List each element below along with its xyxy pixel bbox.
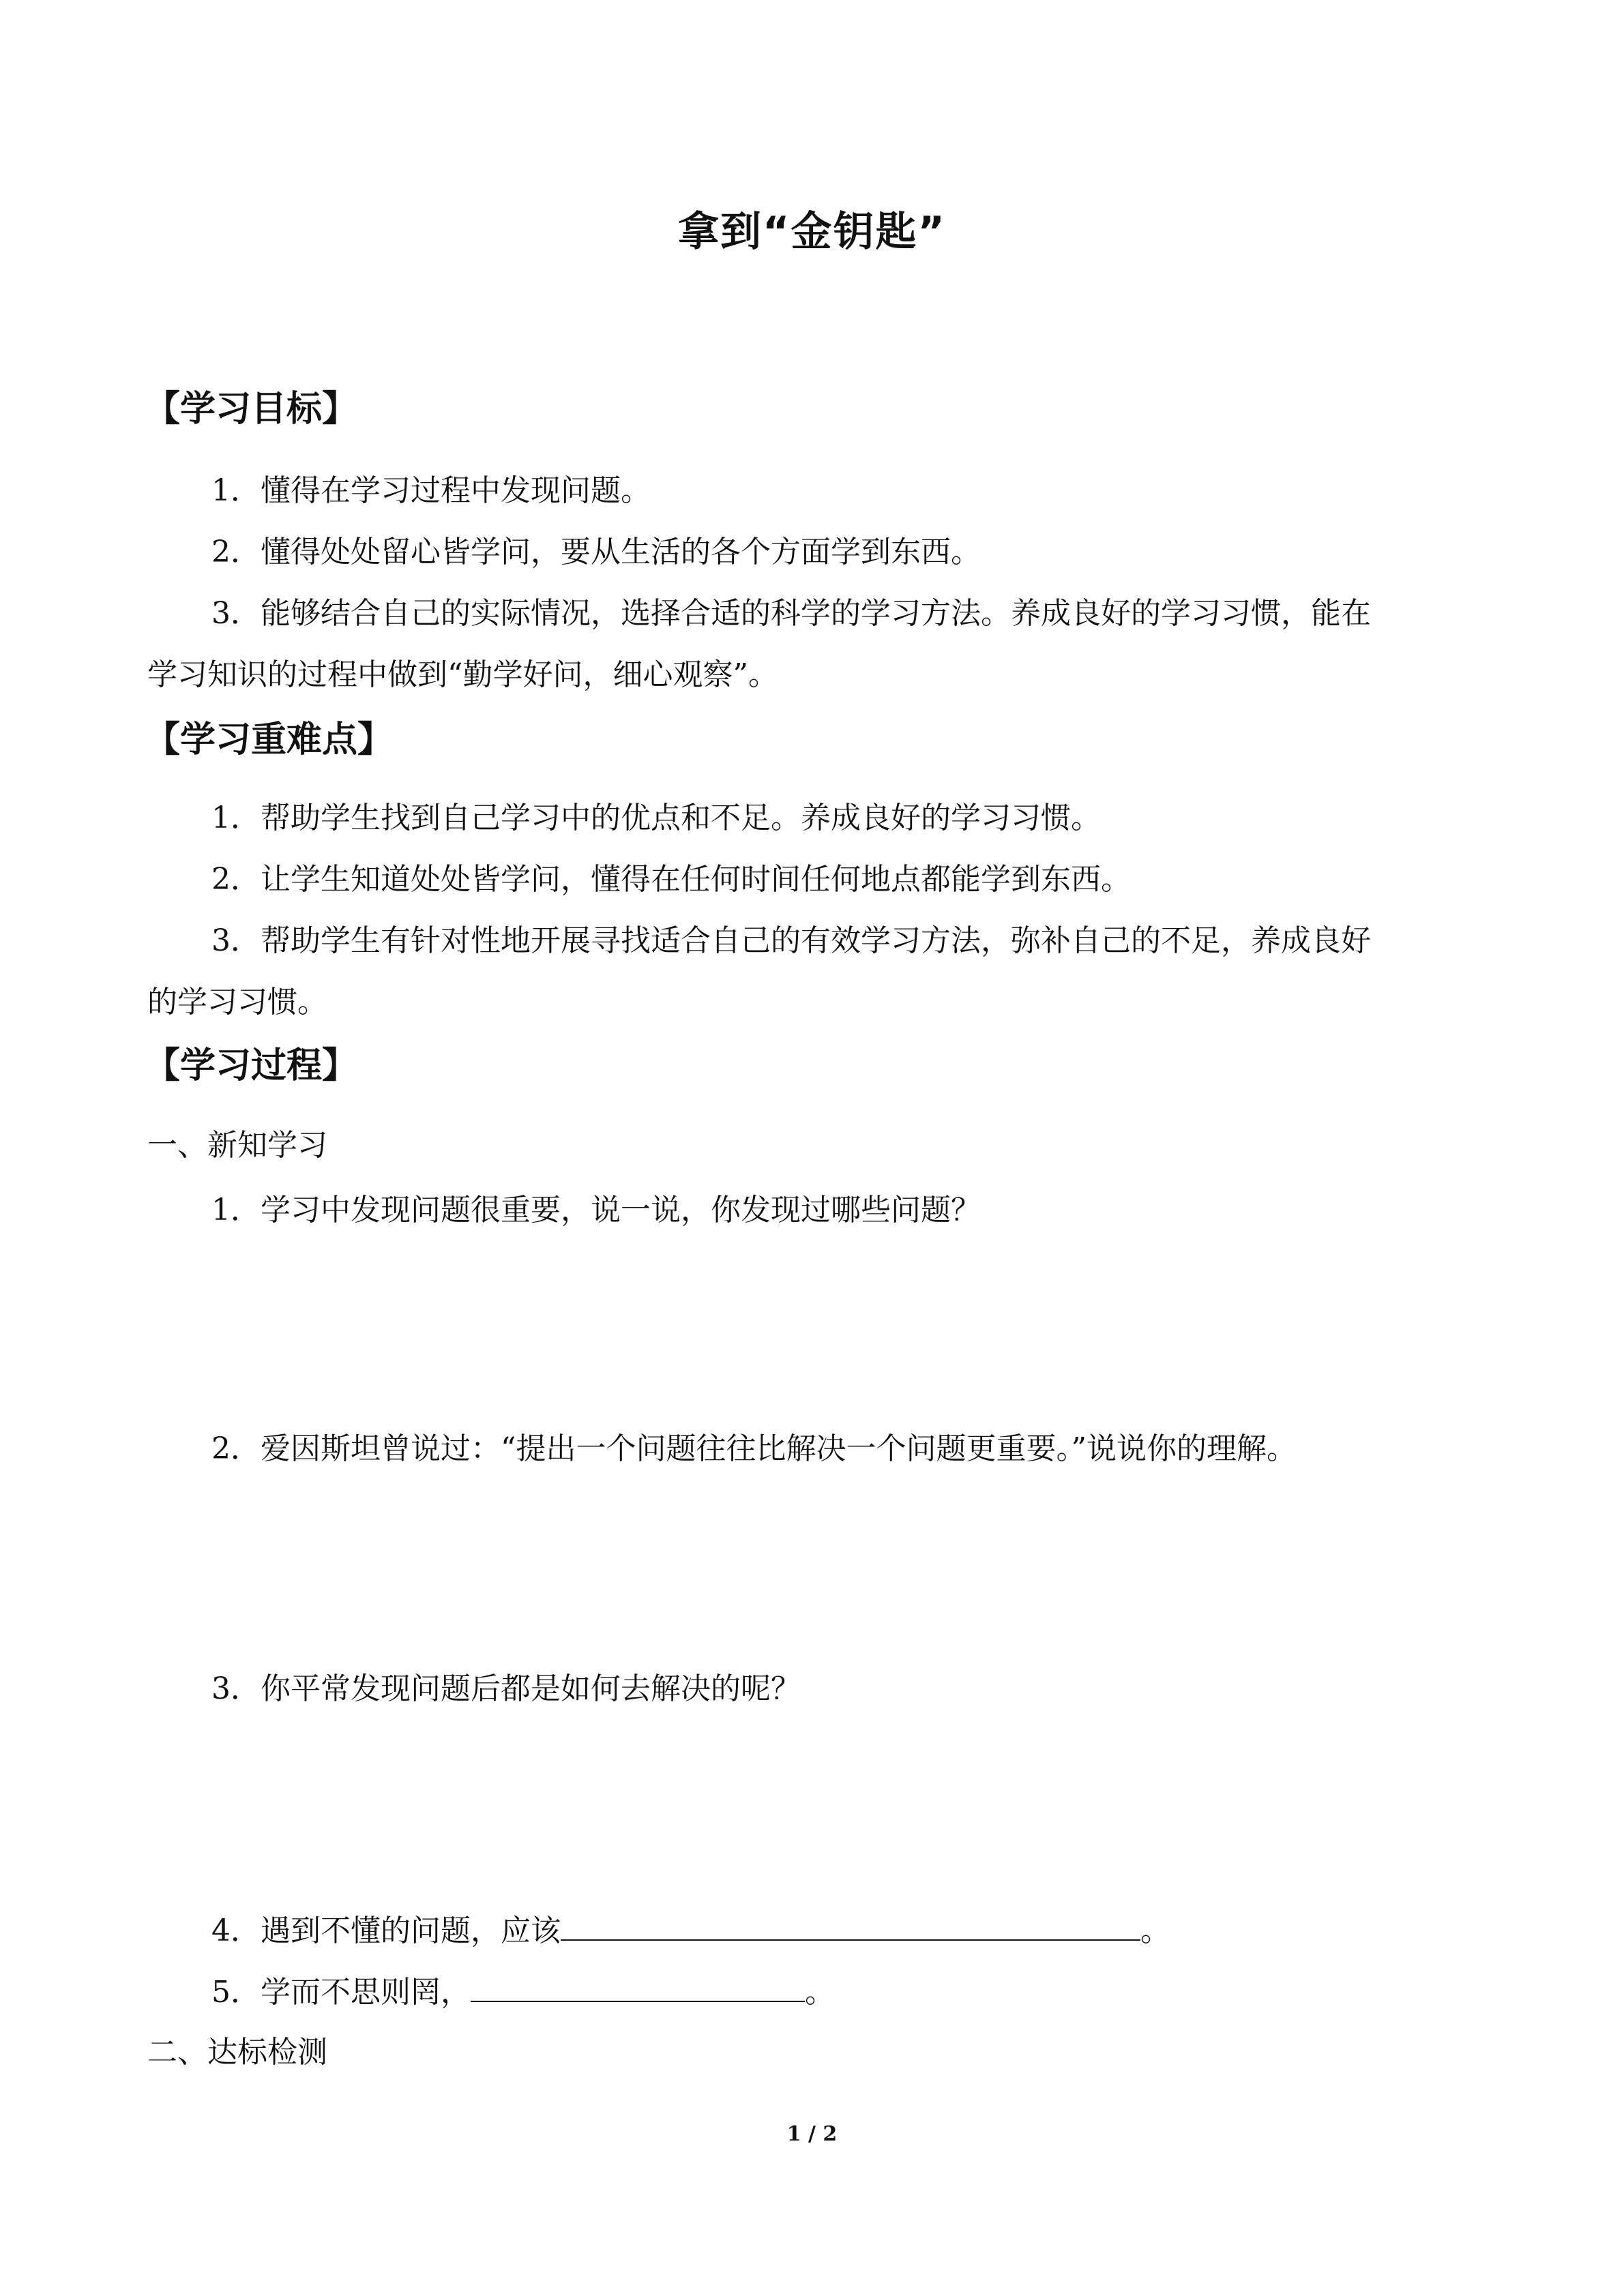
question-5 <box>211 1971 835 2013</box>
section-heading-goals: 【学习目标】 <box>145 389 358 430</box>
goal-item-3-continued: 学习知识的过程中做到“勤学好问，细心观察”。 <box>147 657 778 692</box>
question-4 <box>211 1909 1170 1952</box>
page-number: 1 / 2 <box>786 2122 838 2146</box>
process-part2-title: 二、达标检测 <box>147 2035 327 2070</box>
key-point-item-3: 3．帮助学生有针对性地开展寻找适合自己的有效学习方法，弥补自己的不足，养成良好 <box>211 923 1371 958</box>
question-5-prefix: 5．学而不思则罔， <box>211 1975 471 2010</box>
key-point-item-2: 2．让学生知道处处皆学问，懂得在任何时间任何地点都能学到东西。 <box>211 862 1131 897</box>
goal-item-3: 3．能够结合自己的实际情况，选择合适的科学的学习方法。养成良好的学习习惯，能在 <box>211 596 1371 631</box>
section-heading-process: 【学习过程】 <box>145 1045 358 1086</box>
question-5-suffix: 。 <box>805 1975 835 2010</box>
question-2: 2．爱因斯坦曾说过：“提出一个问题往往比解决一个问题更重要。”说说你的理解。 <box>211 1431 1297 1466</box>
question-3: 3．你平常发现问题后都是如何去解决的呢？ <box>211 1671 801 1706</box>
process-part1-title: 一、新知学习 <box>147 1128 327 1163</box>
question-4-answer-blank[interactable] <box>561 1909 1140 1941</box>
question-1: 1．学习中发现问题很重要，说一说，你发现过哪些问题？ <box>211 1193 981 1227</box>
key-point-item-3-continued: 的学习习惯。 <box>147 985 327 1019</box>
document-title: 拿到“金钥匙” <box>678 208 946 256</box>
question-4-prefix: 4．遇到不懂的问题，应该 <box>211 1913 561 1948</box>
question-4-suffix: 。 <box>1140 1913 1170 1948</box>
goal-item-2: 2．懂得处处留心皆学问，要从生活的各个方面学到东西。 <box>211 535 981 569</box>
goal-item-1: 1．懂得在学习过程中发现问题。 <box>211 473 651 508</box>
key-point-item-1: 1．帮助学生找到自己学习中的优点和不足。养成良好的学习习惯。 <box>211 801 1101 835</box>
question-5-answer-blank[interactable] <box>471 1971 805 2002</box>
section-heading-key-points: 【学习重难点】 <box>145 719 394 760</box>
